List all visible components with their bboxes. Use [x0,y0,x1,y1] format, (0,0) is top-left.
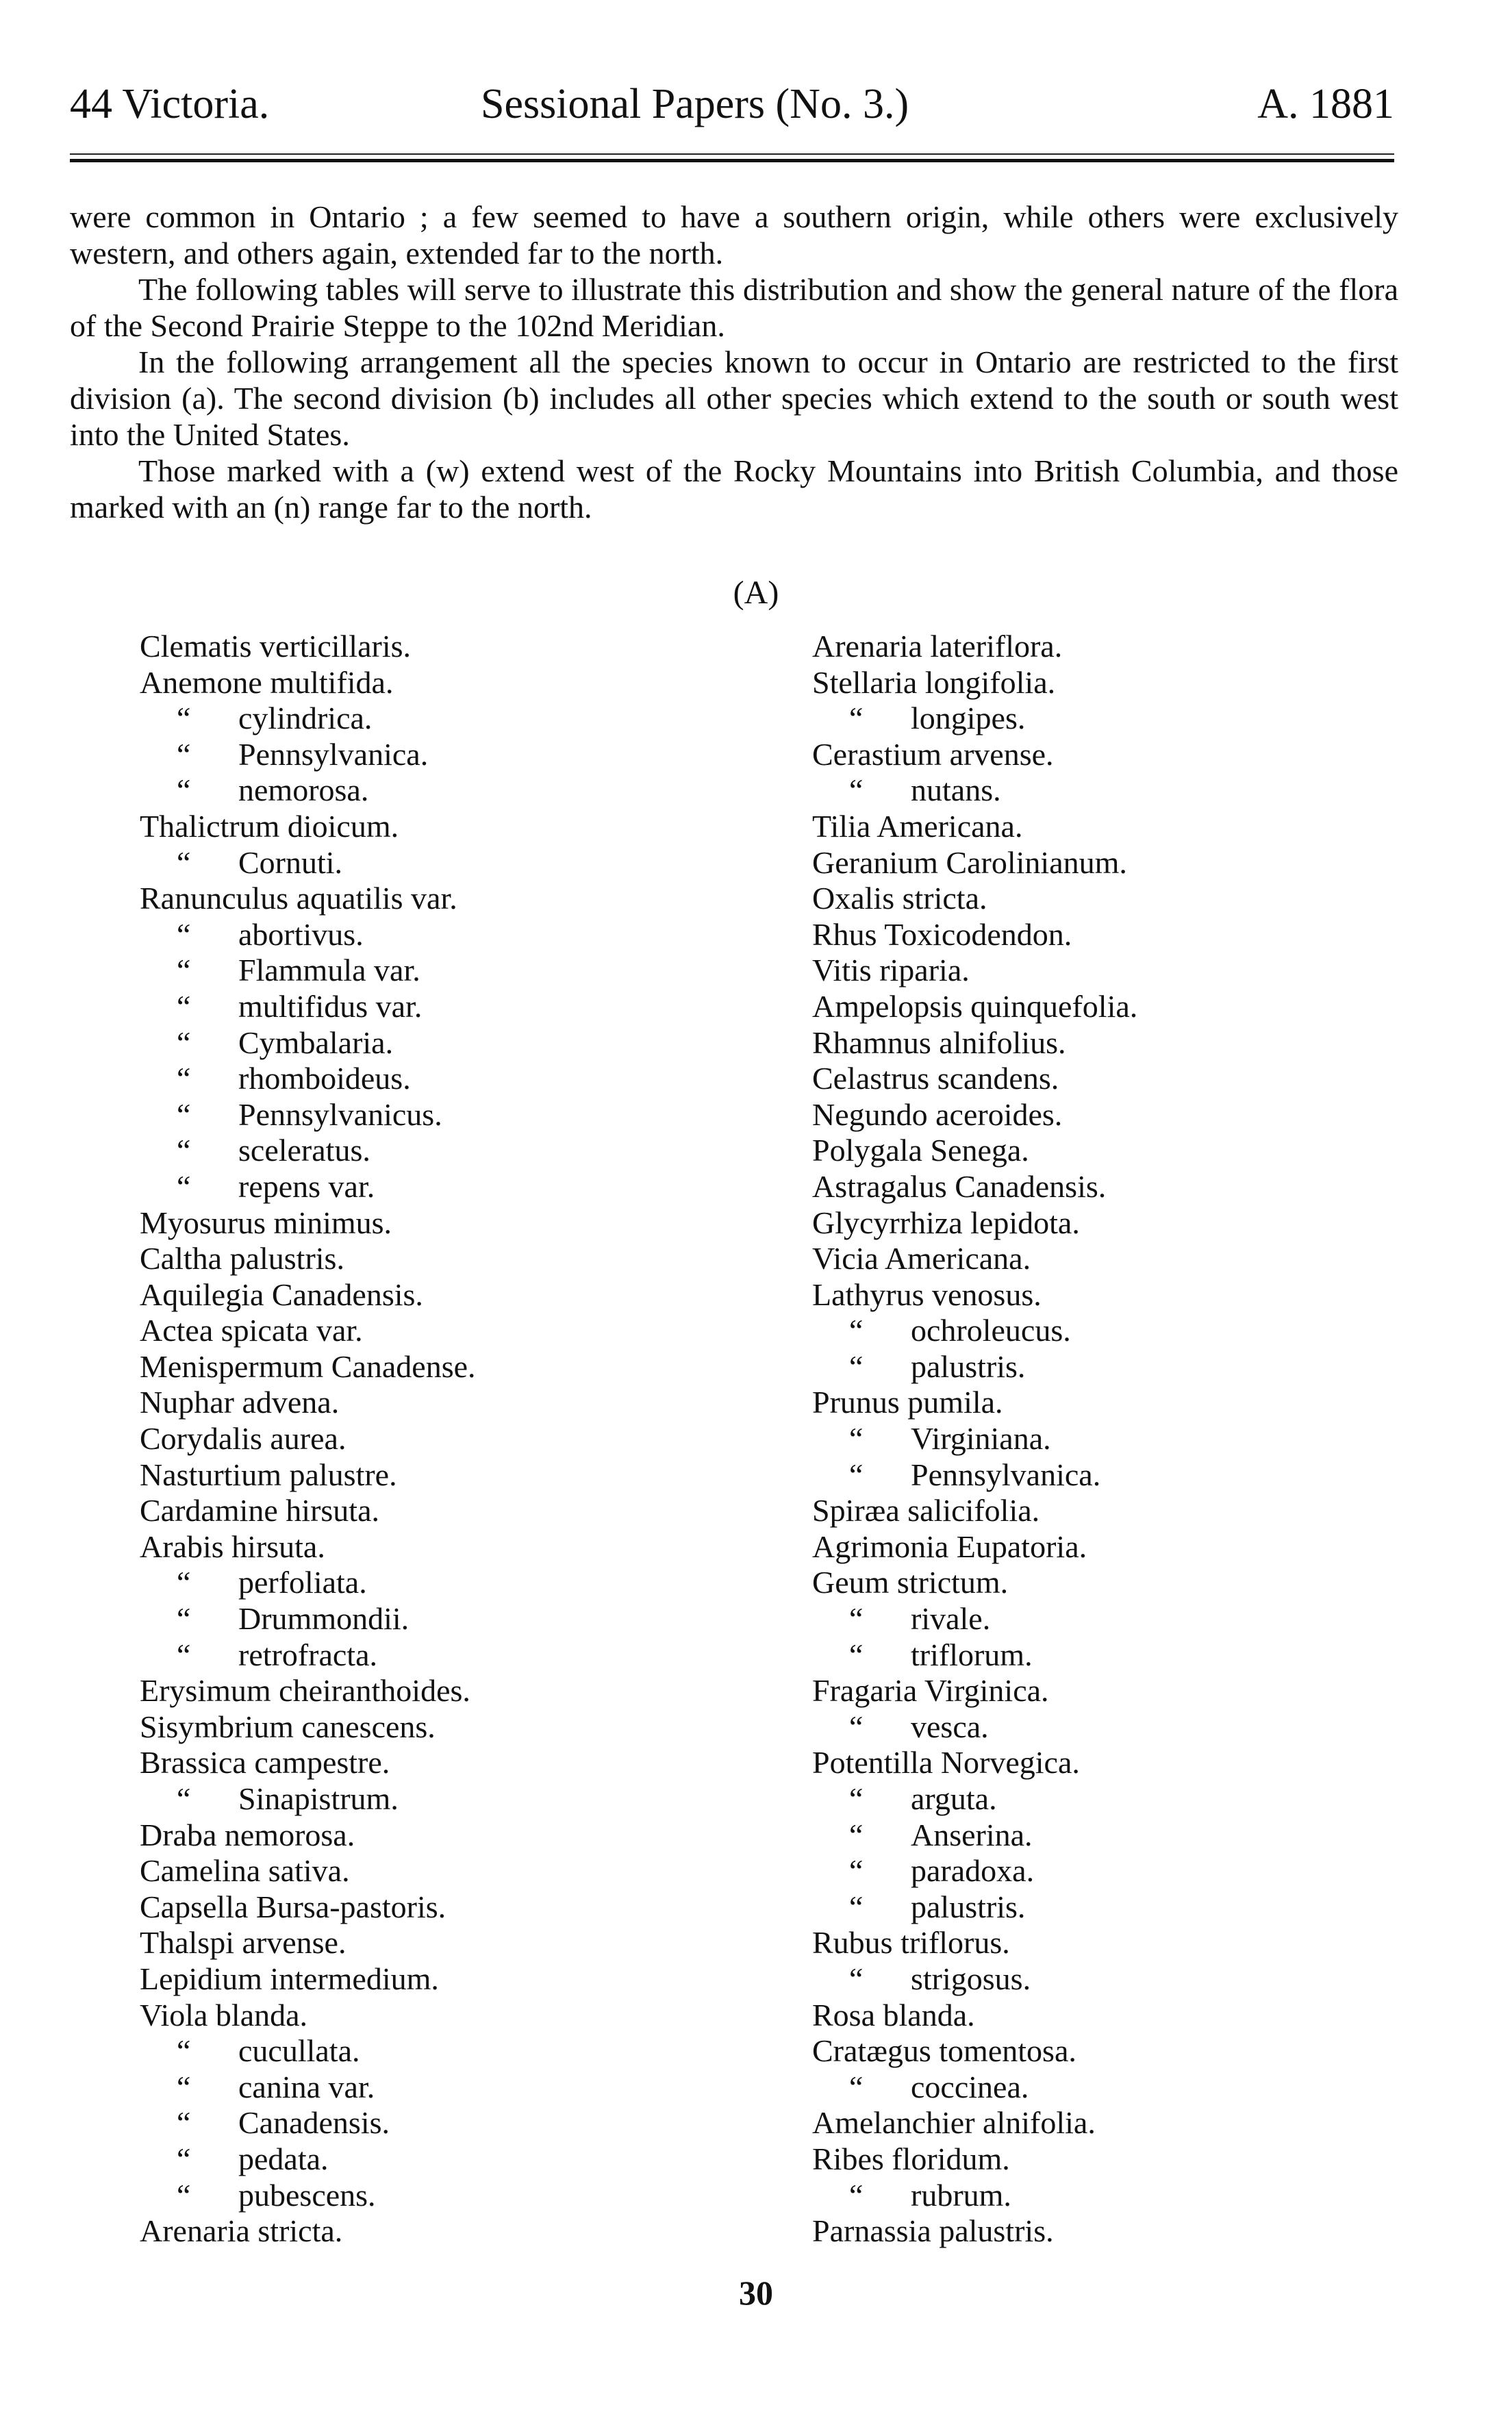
species-epithet: multifidus var. [238,988,423,1024]
species-entry [812,1709,1428,1746]
ditto-mark: “ [177,1781,191,1816]
ditto-mark: “ [849,2069,864,2104]
intro-text [70,199,1398,525]
species-entry: Erysimum cheiranthoides. [140,1673,470,1709]
species-entry: Arenaria lateriflora. [812,629,1063,664]
ditto-mark: “ [849,1457,864,1492]
ditto-mark: “ [849,1348,864,1384]
species-epithet: Anserina. [911,1817,1033,1852]
species-epithet: rhomboideus. [238,1061,411,1096]
header-volume: 44 Victoria. [70,81,270,127]
ditto-mark: “ [849,1961,864,1996]
species-epithet: pedata. [238,2141,329,2176]
species-epithet: Flammula var. [238,953,420,988]
species-entry: Agrimonia Eupatoria. [812,1528,1087,1564]
species-entry: Geranium Carolinianum. [812,844,1127,880]
species-entry: Caltha palustris. [140,1241,344,1276]
species-entry: Spiræa salicifolia. [812,1493,1040,1528]
ditto-mark: “ [849,701,864,736]
species-entry [140,2141,756,2178]
species-entry [140,772,756,809]
species-entry: Thalspi arvense. [140,1925,346,1961]
species-entry [812,1781,1428,1817]
species-epithet: vesca. [911,1709,989,1744]
species-entry: Cratægus tomentosa. [812,2033,1076,2069]
species-entry [140,1169,756,1205]
species-epithet: Virginiana. [911,1421,1051,1457]
species-entry: Thalictrum dioicum. [140,808,399,844]
species-epithet: Canadensis. [238,2105,390,2141]
species-entry [140,2105,756,2141]
species-entry: Actea spicata var. [140,1313,363,1348]
species-entry: Celastrus scandens. [812,1061,1059,1096]
species-epithet: cucullata. [238,2033,360,2069]
intro-paragraph: The following tables will serve to illustrate this distribution and show the general nature of the flora of the Second Prairie Steppe to the 102nd Meridian. [70,272,1398,343]
species-entry [812,2178,1428,2214]
species-entry [140,2178,756,2214]
species-entry: Anemone multifida. [140,664,394,700]
header-rule-thick [70,159,1394,162]
species-entry [812,1313,1428,1349]
species-epithet: canina var. [238,2069,375,2104]
species-entry [812,1349,1428,1385]
page-number: 30 [739,2274,773,2312]
species-entry: Ranunculus aquatilis var. [140,881,457,916]
species-entry: Sisymbrium canescens. [140,1709,436,1744]
species-entry [140,1025,756,1061]
species-list-right [812,629,1428,2250]
ditto-mark: “ [177,772,191,808]
species-entry: Cerastium arvense. [812,736,1054,772]
species-epithet: Pennsylvanica. [238,736,429,772]
species-entry: Rubus triflorus. [812,1925,1010,1961]
species-entry: Parnassia palustris. [812,2213,1054,2249]
species-entry [140,1097,756,1133]
species-epithet: rubrum. [911,2177,1011,2213]
intro-paragraph: Those marked with a (w) extend west of the Rocky Mountains into British Columbia, and those marked with an (n) range far to the north. [70,453,1398,525]
species-epithet: Cornuti. [238,844,343,880]
species-entry: Draba nemorosa. [140,1817,355,1852]
species-epithet: longipes. [911,701,1026,736]
species-epithet: perfoliata. [238,1565,367,1600]
header-rule-thin [70,153,1394,155]
ditto-mark: “ [849,1817,864,1852]
species-epithet: nemorosa. [238,772,369,808]
species-epithet: triflorum. [911,1637,1033,1672]
ditto-mark: “ [177,988,191,1024]
ditto-mark: “ [849,1601,864,1637]
intro-paragraph: In the following arrangement all the species known to occur in Ontario are restricted to the first division (a). The second division (b) includes all other species which extend to the south or south west into the United States. [70,344,1398,452]
species-entry: Viola blanda. [140,1997,308,2033]
species-epithet: coccinea. [911,2069,1029,2104]
section-label: (A) [733,575,779,611]
species-entry: Aquilegia Canadensis. [140,1276,423,1312]
running-header [70,77,1394,131]
species-entry [812,1889,1428,1926]
species-entry [812,701,1428,737]
species-epithet: Drummondii. [238,1601,410,1637]
ditto-mark: “ [177,2105,191,2141]
species-epithet: sceleratus. [238,1133,370,1168]
species-entry [140,1133,756,1169]
species-entry: Tilia Americana. [812,808,1023,844]
species-entry [140,1061,756,1097]
species-entry: Rhamnus alnifolius. [812,1024,1066,1060]
species-entry [140,737,756,773]
species-entry [140,953,756,989]
species-epithet: Sinapistrum. [238,1781,399,1816]
ditto-mark: “ [177,2033,191,2069]
species-epithet: strigosus. [911,1961,1031,1996]
ditto-mark: “ [177,1637,191,1672]
species-entry [812,1853,1428,1889]
ditto-mark: “ [849,1709,864,1744]
species-epithet: Pennsylvanica. [911,1457,1101,1492]
ditto-mark: “ [849,2177,864,2213]
species-entry: Brassica campestre. [140,1745,390,1780]
species-entry [140,2069,756,2106]
species-entry: Geum strictum. [812,1565,1009,1600]
species-entry [812,772,1428,809]
ditto-mark: “ [849,1421,864,1457]
species-entry: Myosurus minimus. [140,1205,392,1240]
species-entry: Glycyrrhiza lepidota. [812,1205,1080,1240]
intro-paragraph: were common in Ontario ; a few seemed to have a southern origin, while others were exclusively western, and others again, extended far to the north. [70,199,1398,270]
species-epithet: ochroleucus. [911,1313,1071,1348]
species-epithet: palustris. [911,1889,1026,1924]
ditto-mark: “ [177,1024,191,1060]
species-entry: Ribes floridum. [812,2141,1010,2176]
species-entry: Corydalis aurea. [140,1421,346,1457]
species-epithet: palustris. [911,1348,1026,1384]
species-entry: Potentilla Norvegica. [812,1745,1080,1780]
ditto-mark: “ [177,1168,191,1204]
species-entry: Nuphar advena. [140,1385,340,1420]
species-entry [812,1601,1428,1637]
species-entry: Rhus Toxicodendon. [812,916,1072,952]
ditto-mark: “ [177,701,191,736]
species-list-left [140,629,756,2250]
species-epithet: pubescens. [238,2177,376,2213]
ditto-mark: “ [177,2177,191,2213]
ditto-mark: “ [177,916,191,952]
species-entry [140,1781,756,1817]
species-epithet: paradoxa. [911,1853,1035,1889]
species-epithet: Pennsylvanicus. [238,1096,442,1132]
species-entry: Astragalus Canadensis. [812,1168,1107,1204]
header-title: Sessional Papers (No. 3.) [481,81,909,127]
species-epithet: arguta. [911,1781,997,1816]
species-entry: Arabis hirsuta. [140,1528,325,1564]
ditto-mark: “ [177,1601,191,1637]
species-entry [812,1637,1428,1674]
species-entry [140,701,756,737]
ditto-mark: “ [849,1889,864,1924]
species-entry: Ampelopsis quinquefolia. [812,988,1138,1024]
species-entry [140,2033,756,2069]
ditto-mark: “ [177,2069,191,2104]
ditto-mark: “ [177,736,191,772]
species-entry: Lepidium intermedium. [140,1961,439,1996]
species-entry [812,1421,1428,1457]
species-epithet: Cymbalaria. [238,1024,394,1060]
species-entry: Rosa blanda. [812,1997,975,2033]
species-entry: Lathyrus venosus. [812,1276,1042,1312]
species-epithet: retrofracta. [238,1637,378,1672]
ditto-mark: “ [177,1133,191,1168]
species-entry: Clematis verticillaris. [140,629,412,664]
ditto-mark: “ [177,844,191,880]
ditto-mark: “ [849,772,864,808]
species-entry [140,1565,756,1601]
ditto-mark: “ [849,1781,864,1816]
species-epithet: nutans. [911,772,1001,808]
species-entry: Oxalis stricta. [812,881,987,916]
species-entry [140,845,756,881]
ditto-mark: “ [177,1096,191,1132]
species-entry [812,2069,1428,2106]
species-entry: Arenaria stricta. [140,2213,343,2249]
species-epithet: rivale. [911,1601,991,1637]
ditto-mark: “ [177,953,191,988]
species-entry: Fragaria Virginica. [812,1673,1049,1709]
ditto-mark: “ [177,1061,191,1096]
ditto-mark: “ [177,2141,191,2176]
species-entry: Vicia Americana. [812,1241,1031,1276]
species-entry: Polygala Senega. [812,1133,1029,1168]
species-entry [812,1961,1428,1998]
species-entry: Capsella Bursa-pastoris. [140,1889,446,1924]
species-entry [140,989,756,1025]
species-entry: Vitis riparia. [812,953,970,988]
species-entry: Nasturtium palustre. [140,1457,397,1492]
ditto-mark: “ [849,1853,864,1889]
species-entry: Camelina sativa. [140,1853,350,1889]
species-entry: Menispermum Canadense. [140,1348,476,1384]
ditto-mark: “ [849,1313,864,1348]
species-entry: Stellaria longifolia. [812,664,1056,700]
species-epithet: repens var. [238,1168,375,1204]
species-entry [140,917,756,953]
species-entry: Prunus pumila. [812,1385,1003,1420]
species-entry: Amelanchier alnifolia. [812,2105,1096,2141]
ditto-mark: “ [177,1565,191,1600]
species-entry [812,1457,1428,1494]
species-epithet: cylindrica. [238,701,373,736]
species-entry [812,1817,1428,1854]
species-entry: Negundo aceroides. [812,1096,1063,1132]
species-entry [140,1637,756,1674]
header-year: A. 1881 [1257,81,1394,127]
ditto-mark: “ [849,1637,864,1672]
species-epithet: abortivus. [238,916,364,952]
species-entry [140,1601,756,1637]
species-entry: Cardamine hirsuta. [140,1493,380,1528]
